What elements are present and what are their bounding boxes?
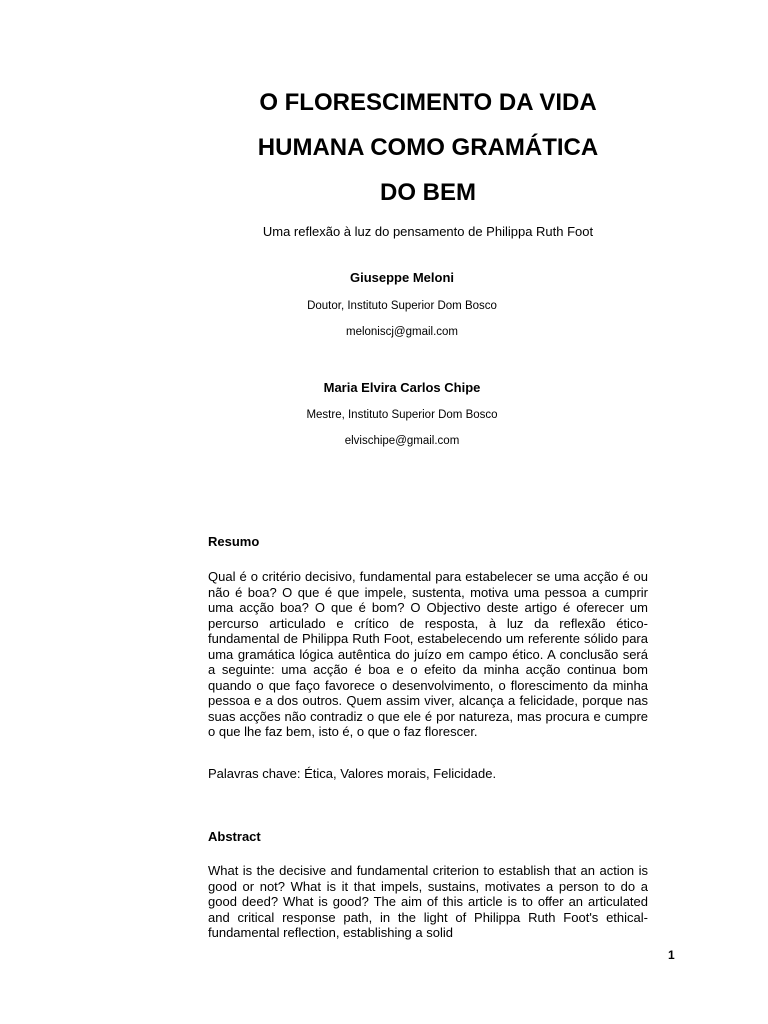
title-line-2: HUMANA COMO GRAMÁTICA [257,134,599,161]
author-name: Maria Elvira Carlos Chipe [323,380,481,395]
page-number: 1 [668,948,675,962]
author-email: meloniscj@gmail.com [345,326,458,338]
paper-subtitle: Uma reflexão à luz do pensamento de Philippa Ruth Foot [262,224,594,239]
author-email: elvischipe@gmail.com [344,435,460,447]
author-affiliation: Mestre, Instituto Superior Dom Bosco [306,409,498,421]
resumo-heading: Resumo [208,534,260,549]
resumo-paragraph: Qual é o critério decisivo, fundamental para estabelecer se uma acção é ou não é boa? O que é que impele, sustenta, motiva uma pessoa a cumprir uma acção boa? O que é bom? O Objectivo deste artigo é oferecer um percurso articulado e crítico de resposta, à luz da reflexão ético-fundamental de Philippa Ruth Foot, estabelecendo um referente sólido para uma gramática lógica autêntica do juízo em campo ético. A conclusão será a seguinte: uma acção é boa e o efeito da minha acção continua bom quando o que faço favorece o desenvolvimento, o florescimento da minha pessoa e a dos outros. Quem assim viver, alcança a felicidade, porque nas suas acções não contradiz o que ele é por natureza, mas procura e cumpre o que lhe faz bem, isto é, o que o faz florescer. [208,569,648,739]
keywords-line: Palavras chave: Ética, Valores morais, Felicidade. [208,766,497,781]
abstract-heading: Abstract [208,829,261,844]
abstract-paragraph: What is the decisive and fundamental criterion to establish that an action is good or not? What is it that impels, sustains, motivates a person to do a good deed? What is good? The aim of this article is to offer an articulated and critical response path, in the light of Philippa Ruth Foot's ethical-fundamental reflection, establishing a solid [208,863,648,940]
title-line-1: O FLORESCIMENTO DA VIDA [259,89,597,116]
title-line-3: DO BEM [380,179,476,206]
author-affiliation: Doutor, Instituto Superior Dom Bosco [307,300,497,312]
author-name: Giuseppe Meloni [349,270,454,285]
